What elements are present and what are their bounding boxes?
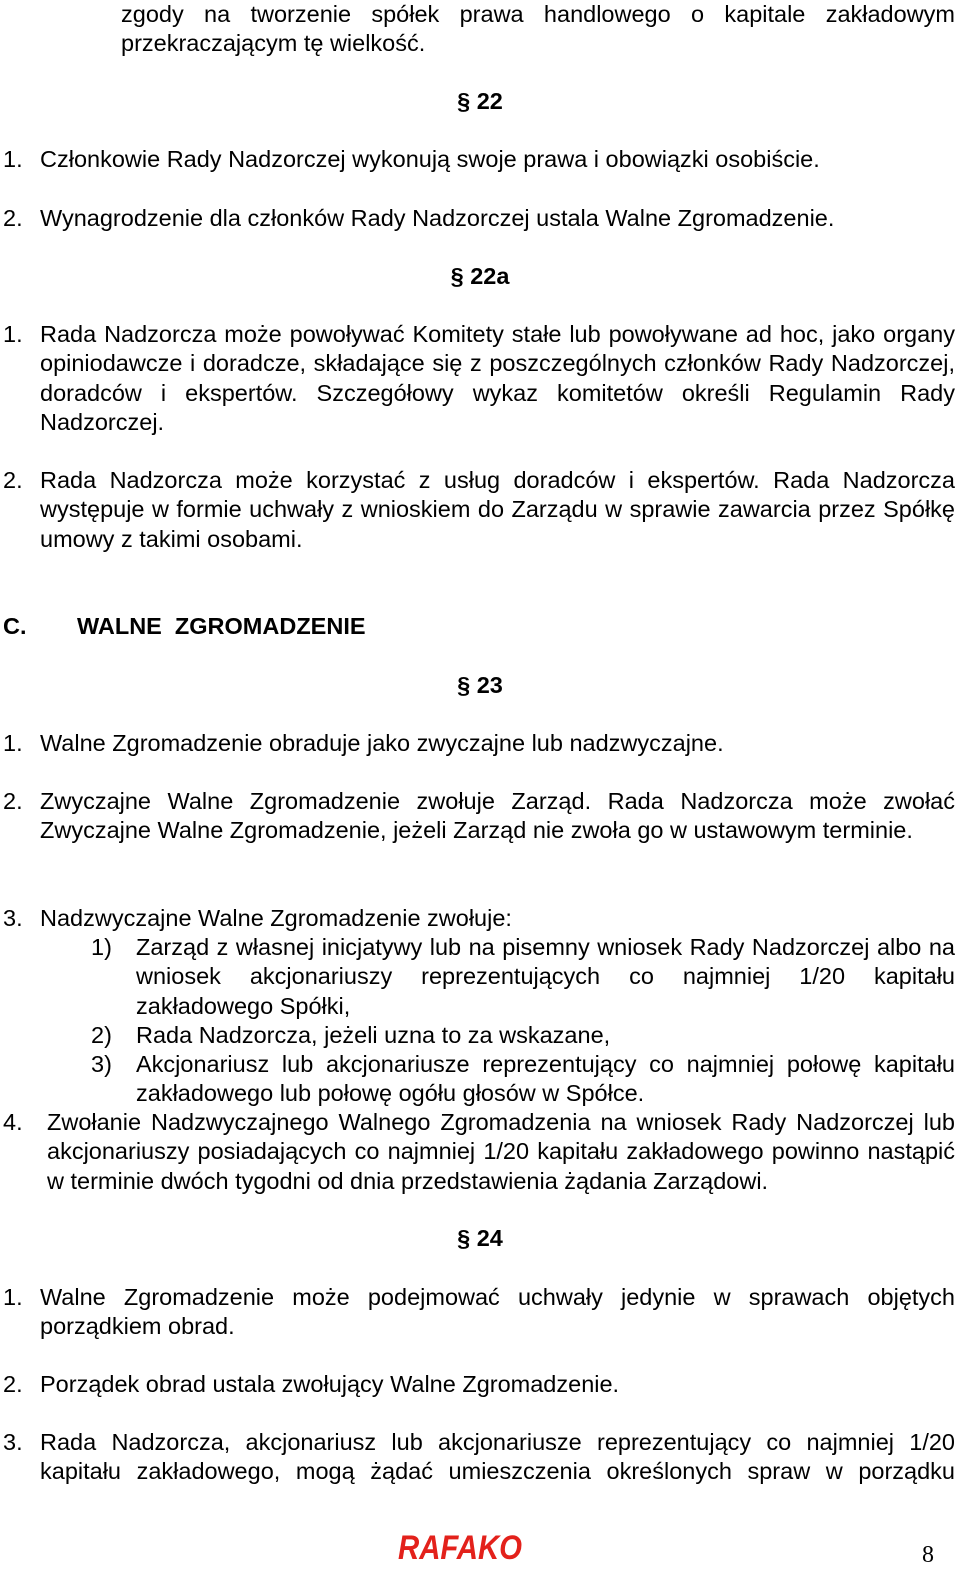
s23-item-1-number: 1) bbox=[91, 934, 112, 960]
s23-p2-number: 2. bbox=[3, 788, 23, 814]
s23-item-2-text: Rada Nadzorcza, jeżeli uzna to za wskazane, bbox=[136, 1022, 611, 1048]
s23-p4-number: 4. bbox=[3, 1109, 23, 1135]
s23-item-2-number: 2) bbox=[91, 1022, 112, 1048]
section-22a-heading: § 22a bbox=[450, 263, 510, 289]
s22-p2-text: Wynagrodzenie dla członków Rady Nadzorczej ustala Walne Zgromadzenie. bbox=[40, 205, 835, 231]
s23-p4-text: Zwołanie Nadzwyczajnego Walnego Zgromadzenia na wniosek Rady Nadzorczej lub akcjonariuszy posiadających co najmniej 1/20 kapitału zakładowego powinno nastąpić w terminie dwóch tygodni od dnia przedstawienia żądania Zarządowi. bbox=[47, 1109, 955, 1194]
s22a-p1-number: 1. bbox=[3, 321, 23, 347]
s24-p2-number: 2. bbox=[3, 1371, 23, 1397]
s24-p1-text: Walne Zgromadzenie może podejmować uchwały jedynie w sprawach objętych porządkiem obrad. bbox=[40, 1284, 955, 1340]
s22a-p1-text: Rada Nadzorcza może powoływać Komitety stałe lub powoływane ad hoc, jako organy opiniodawcze i doradcze, składające się z poszczególnych członków Rady Nadzorczej, doradców i ekspertów. Szczegółowy wykaz komitetów określi Regulamin Rady Nadzorczej. bbox=[40, 321, 955, 436]
section-c-title: WALNE ZGROMADZENIE bbox=[77, 613, 366, 639]
s22-p1-number: 1. bbox=[3, 146, 23, 172]
s22a-p2-number: 2. bbox=[3, 467, 23, 493]
continuation-line-1: zgody na tworzenie spółek prawa handlowego o kapitale zakładowym bbox=[121, 1, 955, 27]
s23-p3-number: 3. bbox=[3, 905, 23, 931]
s23-p2-text: Zwyczajne Walne Zgromadzenie zwołuje Zarząd. Rada Nadzorcza może zwołać Zwyczajne Walne Zgromadzenie, jeżeli Zarząd nie zwoła go w ustawowym terminie. bbox=[40, 788, 955, 844]
section-c-letter: C. bbox=[3, 613, 27, 639]
rafako-logo bbox=[396, 1528, 524, 1566]
s22a-p2-text: Rada Nadzorcza może korzystać z usług doradców i ekspertów. Rada Nadzorcza występuje w formie uchwały z wnioskiem do Zarządu w sprawie zawarcia przez Spółkę umowy z takimi osobami. bbox=[40, 467, 955, 552]
s24-p3-line-2: kapitału zakładowego, mogą żądać umieszczenia określonych spraw w porządku bbox=[40, 1458, 955, 1484]
section-22-heading: § 22 bbox=[457, 88, 503, 114]
s22-p2-number: 2. bbox=[3, 205, 23, 231]
s24-p3-number: 3. bbox=[3, 1429, 23, 1455]
s23-p1-text: Walne Zgromadzenie obraduje jako zwyczajne lub nadzwyczajne. bbox=[40, 730, 724, 756]
s23-p1-number: 1. bbox=[3, 730, 23, 756]
s24-p1-number: 1. bbox=[3, 1284, 23, 1310]
continuation-line-2: przekraczającym tę wielkość. bbox=[121, 30, 426, 56]
s22-p1-text: Członkowie Rady Nadzorczej wykonują swoje prawa i obowiązki osobiście. bbox=[40, 146, 820, 172]
rafako-logo-text: RAFAKO bbox=[398, 1529, 522, 1567]
s24-p3-line-1: Rada Nadzorcza, akcjonariusz lub akcjonariusze reprezentujący co najmniej 1/20 bbox=[40, 1429, 955, 1455]
s23-item-3-number: 3) bbox=[91, 1051, 112, 1077]
s23-item-1-text: Zarząd z własnej inicjatywy lub na pisemny wniosek Rady Nadzorczej albo na wniosek akcjonariuszy reprezentujących co najmniej 1/20 kapitału zakładowego Spółki, bbox=[136, 934, 955, 1019]
s24-p2-text: Porządek obrad ustala zwołujący Walne Zgromadzenie. bbox=[40, 1371, 620, 1397]
page-number: 8 bbox=[922, 1542, 934, 1568]
s23-item-3-text: Akcjonariusz lub akcjonariusze reprezentujący co najmniej połowę kapitału zakładowego lub połowę ogółu głosów w Spółce. bbox=[136, 1051, 955, 1107]
section-24-heading: § 24 bbox=[457, 1225, 503, 1251]
s23-p3-text: Nadzwyczajne Walne Zgromadzenie zwołuje: bbox=[40, 905, 512, 931]
section-23-heading: § 23 bbox=[457, 672, 503, 698]
